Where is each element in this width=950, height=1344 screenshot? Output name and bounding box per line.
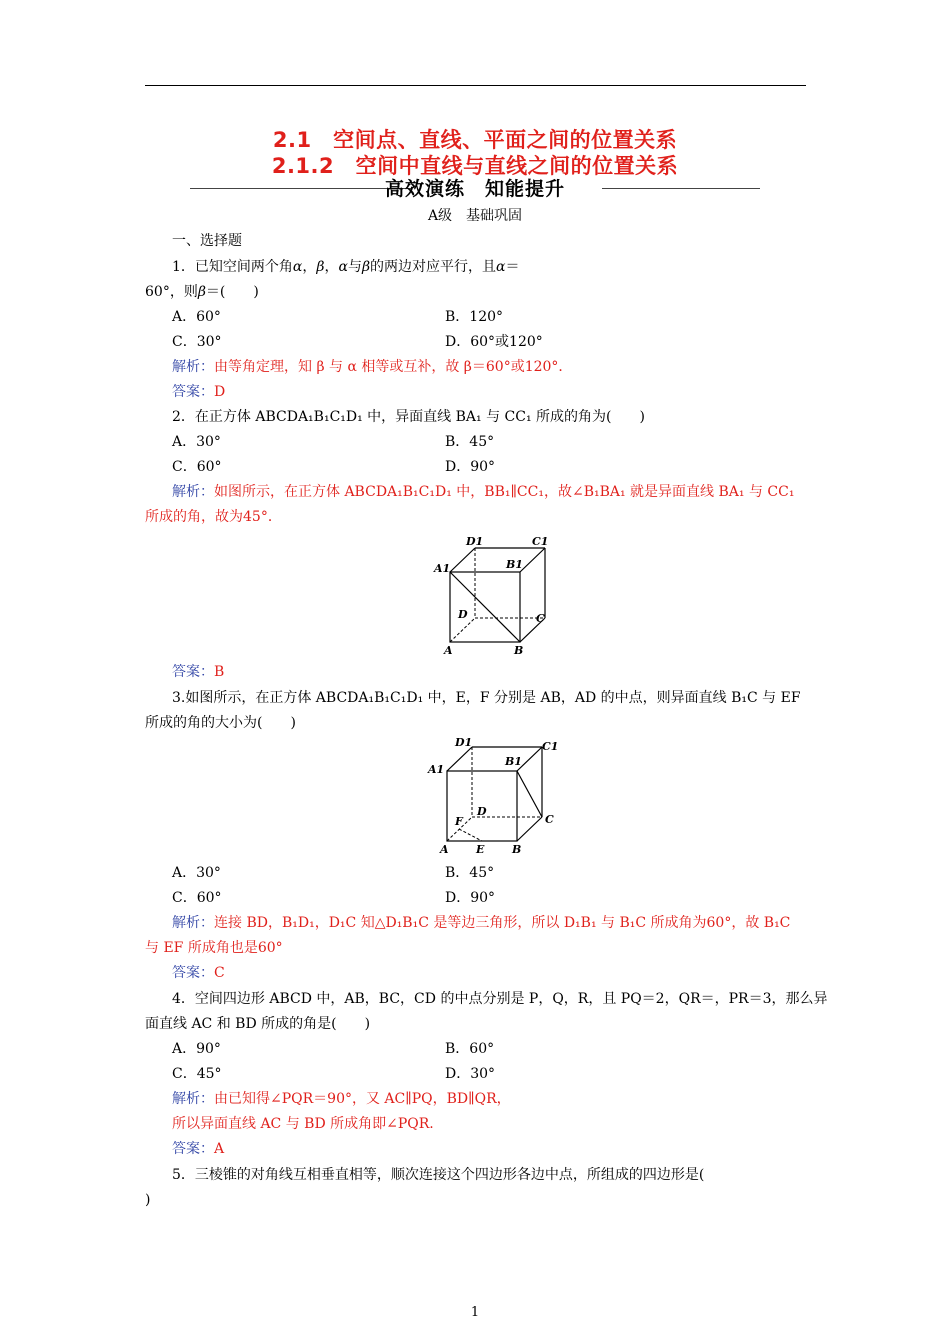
level-heading: A级 基础巩固	[427, 208, 523, 224]
cube2-diagonal-B1C	[517, 771, 542, 817]
fig2-label: D	[477, 805, 487, 818]
q3-analysis: 解析：连接 BD，B₁D₁，D₁C 知△D₁B₁C 是等边三角形，所以 D₁B₁ 与 B₁C 所成角为60°，故 B₁C	[172, 915, 791, 931]
q2-analysis-cont: 所成的角，故为45°．	[145, 509, 282, 525]
q4-option-a: A．90°	[172, 1041, 221, 1057]
section-heading: 一、选择题	[172, 233, 242, 249]
q3-analysis-cont: 与 EF 所成角也是60°	[145, 940, 283, 956]
question-2-stem: 2．在正方体 ABCDA₁B₁C₁D₁ 中，异面直线 BA₁ 与 CC₁ 所成的角为( )	[172, 409, 645, 425]
q1-option-a: A．60°	[172, 309, 221, 325]
fig2-label: A	[440, 843, 449, 856]
fig2-label: C	[545, 813, 554, 826]
fig2-label: D1	[455, 736, 473, 749]
question-5-stem: 5．三棱锥的对角线互相垂直相等，顺次连接这个四边形各边中点，所组成的四边形是(	[172, 1167, 705, 1183]
fig2-label: C1	[542, 740, 559, 753]
q3-option-d: D．90°	[445, 890, 496, 906]
fig2-label: E	[476, 843, 485, 856]
q2-analysis: 解析：如图所示，在正方体 ABCDA₁B₁C₁D₁ 中，BB₁∥CC₁，故∠B₁BA₁ 就是异面直线 BA₁ 与 CC₁	[172, 484, 795, 500]
q1-option-d: D．60°或120°	[445, 334, 543, 350]
q2-option-d: D．90°	[445, 459, 496, 475]
q3-option-b: B．45°	[445, 865, 495, 881]
q1-option-c: C．30°	[172, 334, 222, 350]
banner-text: 高效演练 知能提升	[384, 178, 565, 200]
q4-option-b: B．60°	[445, 1041, 495, 1057]
q2-option-b: B．45°	[445, 434, 495, 450]
fig1-label: C1	[532, 535, 549, 548]
cube-figure-2	[425, 735, 560, 860]
fig2-label: B	[512, 843, 522, 856]
fig2-label: A1	[428, 763, 445, 776]
cube1-diagonal-BA1	[450, 572, 520, 642]
cube-figure-1	[428, 532, 558, 658]
header-rule	[145, 85, 806, 86]
q3-answer: 答案：C	[172, 965, 225, 981]
cube2-segment-EF	[459, 829, 482, 841]
q3-option-a: A．30°	[172, 865, 221, 881]
q4-analysis-cont: 所以异面直线 AC 与 BD 所成角即∠PQR.	[172, 1116, 434, 1132]
q4-answer: 答案：A	[172, 1141, 225, 1157]
fig1-label: B	[514, 644, 524, 657]
q4-analysis: 解析：由已知得∠PQR＝90°，又 AC∥PQ，BD∥QR，	[172, 1091, 511, 1107]
q4-option-d: D．30°	[445, 1066, 496, 1082]
question-4-stem: 4．空间四边形 ABCD 中，AB，BC，CD 的中点分别是 P，Q，R，且 PQ＝2，QR＝，PR＝3，那么异	[172, 991, 828, 1007]
fig2-label: F	[455, 815, 463, 828]
fig1-label: D1	[466, 535, 484, 548]
q1-answer: 答案：D	[172, 384, 226, 400]
fig2-label: B1	[505, 755, 522, 768]
question-4-stem-cont: 面直线 AC 和 BD 所成的角是( )	[145, 1016, 371, 1032]
question-3-stem-cont: 所成的角的大小为( )	[145, 715, 296, 731]
q4-option-c: C．45°	[172, 1066, 222, 1082]
q1-option-b: B．120°	[445, 309, 504, 325]
fig1-label: B1	[506, 558, 523, 571]
q3-option-c: C．60°	[172, 890, 222, 906]
q1-analysis: 解析：由等角定理，知 β 与 α 相等或互补，故 β＝60°或120°．	[172, 359, 573, 375]
question-1-stem: 1．已知空间两个角α，β，α与β的两边对应平行，且α＝	[172, 259, 520, 275]
fig1-label: D	[458, 608, 468, 621]
q2-answer: 答案：B	[172, 664, 225, 680]
fig1-label: A1	[434, 562, 451, 575]
section-title: 2.1 空间点、直线、平面之间的位置关系	[272, 128, 678, 152]
question-3-stem: 3.如图所示，在正方体 ABCDA₁B₁C₁D₁ 中，E，F 分别是 AB，AD 的中点，则异面直线 B₁C 与 EF	[172, 690, 801, 706]
fig1-label: A	[444, 644, 453, 657]
page-number: 1	[470, 1305, 480, 1320]
subsection-title: 2.1.2 空间中直线与直线之间的位置关系	[271, 154, 679, 178]
fig1-label: C	[536, 612, 545, 625]
question-5-stem-cont: )	[145, 1192, 151, 1208]
q2-option-a: A．30°	[172, 434, 221, 450]
q2-option-c: C．60°	[172, 459, 222, 475]
question-1-stem-cont: 60°，则β＝( )	[145, 284, 259, 300]
practice-banner	[190, 174, 760, 202]
